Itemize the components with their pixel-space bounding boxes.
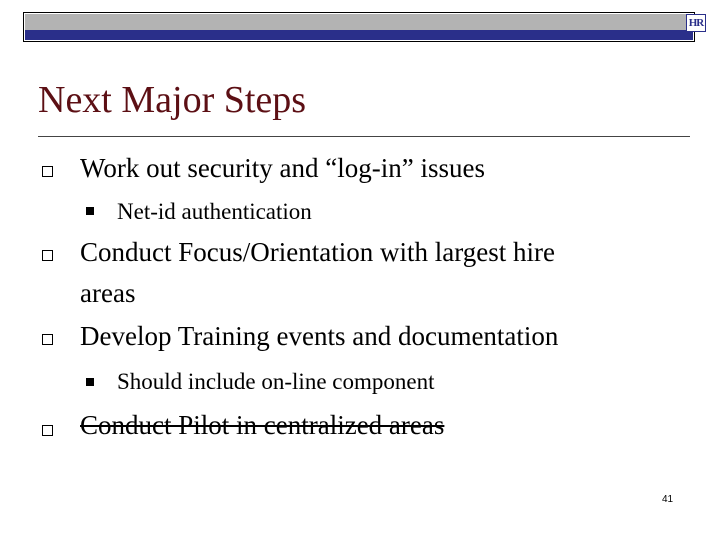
filled-square-bullet-icon: [86, 207, 94, 215]
bullet-item-2-line-2: areas: [80, 278, 136, 308]
page-number: 41: [662, 494, 674, 505]
sub-item-3-1: Should include on-line component: [117, 369, 435, 394]
hr-logo-icon: HR: [686, 14, 706, 32]
slide-title: Next Major Steps: [38, 79, 307, 121]
header-band-blue: [25, 30, 693, 40]
hollow-square-bullet-icon: [42, 425, 53, 436]
bullet-item-2-line-1: Conduct Focus/Orientation with largest hire: [80, 237, 555, 267]
header-band: [23, 12, 695, 42]
bullet-item-1: Work out security and “log-in” issues: [80, 153, 485, 183]
bullet-item-3: Develop Training events and documentation: [80, 321, 559, 351]
bullet-item-4-struck: Conduct Pilot in centralized areas: [80, 410, 445, 440]
sub-item-1-1: Net-id authentication: [117, 199, 312, 224]
filled-square-bullet-icon: [86, 378, 94, 386]
hollow-square-bullet-icon: [42, 250, 53, 261]
header-band-grey: [25, 14, 693, 31]
hollow-square-bullet-icon: [42, 334, 53, 345]
hollow-square-bullet-icon: [42, 166, 53, 177]
title-divider: [38, 136, 690, 137]
